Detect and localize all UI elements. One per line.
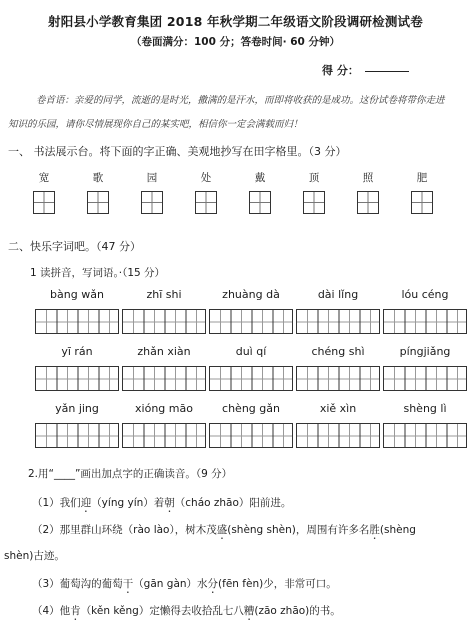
pinyin-prompt: xiě xìn [319, 402, 357, 415]
pinyin-prompt: zhī shi [146, 288, 182, 301]
pinyin-prompt: píngjiǎng [399, 345, 451, 358]
q2-item2-options[interactable]: (shèng shèn)，周围有许多名 [227, 524, 370, 536]
q2-item-1 [32, 495, 291, 515]
q2-item-2 [32, 522, 416, 542]
q2-item2-text[interactable]: （2）那里群山环绕（rào lào），树木茂 [32, 524, 217, 536]
word-writing-grid[interactable] [383, 309, 467, 334]
pinyin-prompt: duì qí [235, 345, 267, 358]
pinyin-prompt: bàng wǎn [50, 288, 104, 301]
tianzige-box[interactable] [303, 191, 325, 214]
pinyin-prompt: yī rán [61, 345, 93, 358]
copy-char: 园 [146, 172, 158, 184]
tianzige-box[interactable] [411, 191, 433, 214]
q2-dotted-char: 胜 [369, 524, 380, 536]
copy-char: 宽 [38, 172, 50, 184]
tianzige-box[interactable] [87, 191, 109, 214]
q2-instruction [28, 466, 232, 481]
pinyin-prompt: chèng gǎn [222, 402, 280, 415]
q2-item4-text: （4）他 [32, 605, 71, 617]
intro-line-2: 知识的乐园，请你尽情展现你自己的某实吧，相信你一定会满载而归！ [8, 119, 303, 130]
q2-item3-options[interactable]: (fēn fèn)少，非常可口。 [218, 578, 337, 590]
copy-char: 照 [362, 172, 374, 184]
word-writing-grid[interactable] [296, 423, 380, 448]
score-field [322, 62, 409, 78]
word-writing-grid[interactable] [122, 366, 206, 391]
word-writing-grid[interactable] [209, 423, 293, 448]
copy-char: 戴 [254, 172, 266, 184]
tianzige-box[interactable] [141, 191, 163, 214]
copy-char: 顶 [308, 172, 320, 184]
pinyin-prompt: zhǎn xiàn [137, 345, 191, 358]
q2-dotted-char: 糟 [243, 605, 255, 617]
score-label: 得 分： [322, 64, 359, 77]
q2-item3-text: （3）葡萄沟的葡萄 [32, 578, 123, 590]
copy-char: 处 [200, 172, 212, 184]
pinyin-prompt: xióng māo [135, 402, 193, 415]
word-writing-grid[interactable] [383, 423, 467, 448]
pinyin-prompt: lóu céng [401, 288, 449, 301]
pinyin-prompt: dài lǐng [317, 288, 359, 301]
q2-item1-options[interactable]: （cháo zhāo）阳前进。 [174, 497, 292, 509]
page-title: 射阳县小学教育集团 2018 年秋学期二年级语文阶段调研检测试卷 [48, 14, 423, 29]
word-writing-grid[interactable] [35, 423, 119, 448]
copy-char: 肥 [416, 172, 428, 184]
q2-item-3 [32, 576, 337, 596]
q2-dotted-char: 肯 [70, 605, 81, 617]
q2-item2-options[interactable]: (shèng [379, 524, 416, 536]
pinyin-prompt: yǎn jing [55, 402, 99, 415]
word-writing-grid[interactable] [35, 309, 119, 334]
q2-item4-options[interactable]: （kěn kěng）定懒得去收拾乱七八 [80, 605, 244, 617]
q2-dotted-char: 分 [207, 578, 219, 590]
word-writing-grid[interactable] [122, 309, 206, 334]
score-blank[interactable] [365, 71, 409, 72]
word-writing-grid[interactable] [122, 423, 206, 448]
word-writing-grid[interactable] [209, 309, 293, 334]
page-subtitle: （卷面满分：100 分；答卷时间· 60 分钟） [131, 36, 340, 48]
intro-line-1: 卷首语：亲爱的同学，流逝的是时光，撒满的是汗水，而即将收获的是成功。这份试卷将带你走进 [36, 95, 445, 106]
q2-item3-options[interactable]: （gān gàn）水 [133, 578, 208, 590]
copy-char: 歌 [92, 172, 104, 184]
q2-item1-text: （1）我们 [32, 497, 81, 509]
pinyin-prompt: zhuàng dà [222, 288, 280, 301]
word-writing-grid[interactable] [296, 309, 380, 334]
q1-instruction: 1 读拼音，写词语。·（15 分） [30, 267, 166, 279]
section1-heading: 一、 书法展示台。将下面的字正确、美观地抄写在田字格里。（3 分） [8, 145, 347, 158]
q2-prefix: 2.用“ [28, 468, 54, 480]
q2-blank-marker: ____ [53, 468, 75, 480]
pinyin-prompt: chéng shì [311, 345, 365, 358]
q2-dotted-char: 干 [122, 578, 134, 590]
word-writing-grid[interactable] [35, 366, 119, 391]
tianzige-box[interactable] [357, 191, 379, 214]
q2-item-2-cont[interactable]: shèn)古迹。 [4, 550, 65, 562]
tianzige-box[interactable] [249, 191, 271, 214]
q2-item4-options[interactable]: (zāo zhāo)的书。 [254, 605, 341, 617]
q2-dotted-char: 朝 [164, 497, 175, 509]
q2-item1-options[interactable]: （yíng yín）着 [91, 497, 165, 509]
word-writing-grid[interactable] [383, 366, 467, 391]
tianzige-box[interactable] [33, 191, 55, 214]
pinyin-prompt: shèng lì [403, 402, 447, 415]
q2-item-4 [32, 603, 341, 623]
q2-dotted-char: 迎 [80, 497, 92, 509]
tianzige-box[interactable] [195, 191, 217, 214]
section2-heading: 二、快乐字词吧。（47 分） [8, 240, 141, 253]
q2-suffix: ”画出加点字的正确读音。（9 分） [74, 468, 233, 480]
q2-dotted-char: 盛 [216, 524, 228, 536]
word-writing-grid[interactable] [296, 366, 380, 391]
word-writing-grid[interactable] [209, 366, 293, 391]
